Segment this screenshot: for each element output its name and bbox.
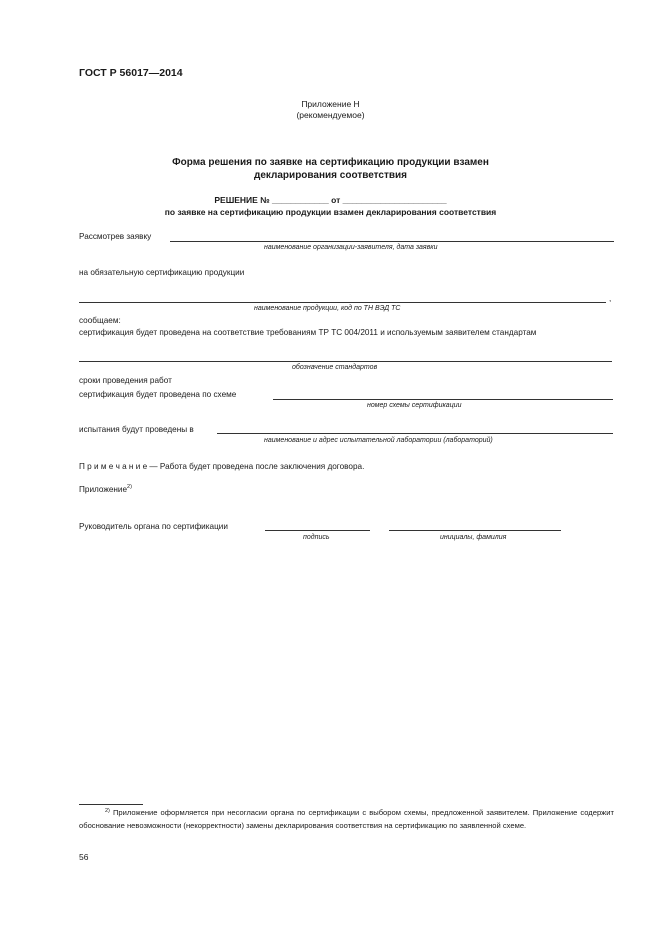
tests-field-line[interactable]: [217, 433, 613, 434]
applicant-field-line[interactable]: [170, 241, 614, 242]
certification-text: сертификация будет проведена на соответствие требованиям ТР ТС 004/2011 и используемым заявителем стандартам: [79, 328, 537, 337]
head-label: Руководитель органа по сертификации: [79, 522, 228, 531]
appendix-title: Приложение Н: [301, 99, 360, 109]
form-title-line2: декларирования соответствия: [253, 170, 408, 181]
scheme-caption: номер схемы сертификации: [367, 402, 462, 409]
footnote-separator: [79, 804, 143, 805]
scheme-label: сертификация будет проведена по схеме: [79, 390, 237, 399]
product-field-line[interactable]: [79, 302, 606, 303]
signature-caption: подпись: [303, 534, 330, 541]
page-number: 56: [79, 852, 89, 862]
initials-field-line[interactable]: [389, 530, 561, 531]
footnote-text: Приложение оформляется при несогласии органа по сертификации с выбором схемы, предложенной заявителем. Приложение содержит обоснование невозможности (некорректности) замены декларирования соответствия на сертификацию по заявленной схеме.: [79, 808, 614, 830]
tests-label: испытания будут проведены в: [79, 425, 194, 434]
decision-subheading: по заявке на сертификацию продукции взамен декларирования соответствия: [164, 207, 497, 217]
signature-field-line[interactable]: [265, 530, 370, 531]
product-comma: ,: [609, 294, 612, 303]
attachment-label: Приложение: [79, 485, 128, 494]
footnote: [79, 806, 614, 832]
tests-caption: наименование и адрес испытательной лаборатории (лабораторий): [264, 437, 493, 444]
terms-label: сроки проведения работ: [79, 376, 172, 385]
standard-number: ГОСТ Р 56017—2014: [79, 67, 183, 79]
standards-field-line[interactable]: [79, 361, 612, 362]
note: [79, 462, 364, 471]
applicant-caption: наименование организации-заявителя, дата заявки: [264, 244, 438, 251]
standards-caption: обозначение стандартов: [292, 364, 378, 371]
mandatory-label: на обязательную сертификацию продукции: [79, 268, 245, 277]
product-caption: наименование продукции, код по ТН ВЭД ТС: [254, 305, 401, 312]
appendix-note: (рекомендуемое): [296, 110, 365, 120]
scheme-field-line[interactable]: [273, 399, 613, 400]
note-text: — Работа будет проведена после заключения договора.: [149, 462, 365, 471]
attachment: [79, 485, 132, 494]
form-title-line1: Форма решения по заявке на сертификацию продукции взамен: [172, 157, 489, 168]
footnote-marker: 2): [105, 808, 110, 814]
decision-heading: РЕШЕНИЕ № ____________ от ______________________: [214, 195, 447, 205]
initials-caption: инициалы, фамилия: [440, 534, 507, 541]
note-label: П р и м е ч а н и е: [79, 462, 148, 471]
reports-label: сообщаем:: [79, 316, 121, 325]
considered-label: Рассмотрев заявку: [79, 232, 152, 241]
attachment-footnote-ref: 2): [127, 484, 132, 490]
